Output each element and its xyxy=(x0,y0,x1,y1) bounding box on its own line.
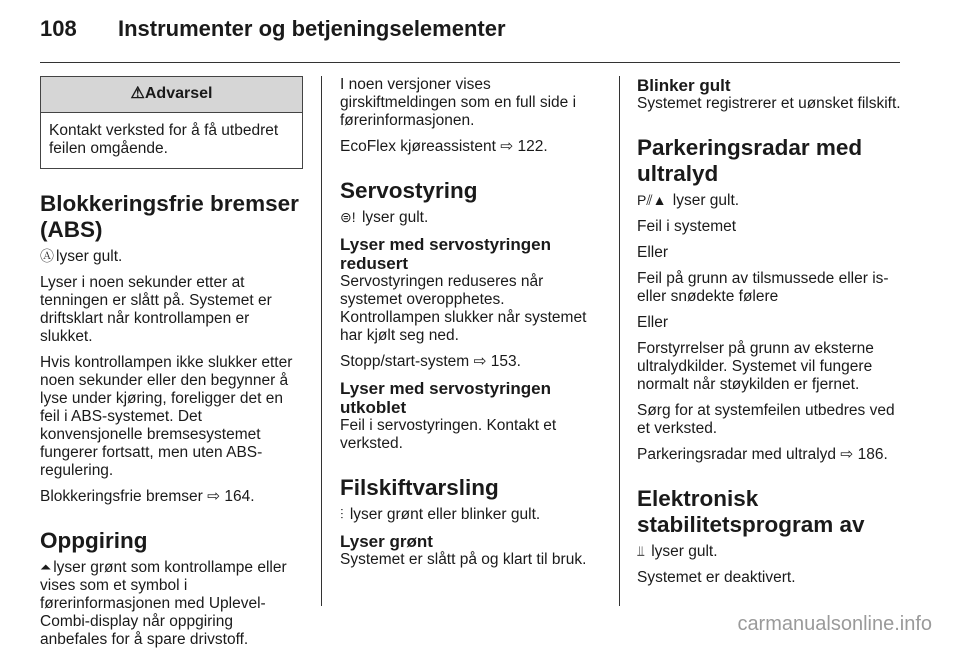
column-divider-1 xyxy=(321,76,322,606)
column-1 xyxy=(40,76,303,657)
abs-heading: Blokkeringsfrie bremser (ABS) xyxy=(40,191,299,242)
warning-box xyxy=(40,76,303,169)
park-line-6: Sørg for at systemfeilen utbedres ved et verksted. xyxy=(637,402,895,437)
reduced-heading: Lyser med servostyringen redusert xyxy=(340,235,552,273)
power-steering-icon: ⊜! xyxy=(340,209,356,225)
park-heading: Parkeringsradar med ultralyd xyxy=(637,135,863,186)
abs-status: lyser gult. xyxy=(56,248,123,265)
park-reference: Parkeringsradar med ultralyd ⇨ 186. xyxy=(637,446,888,463)
shift-pattern-icon: ⫶ xyxy=(340,506,344,522)
watermark: carmanualsonline.info xyxy=(737,613,932,635)
upshift-paragraph: lyser grønt som kontrollampe eller vises som et symbol i førerinformasjonen med Uplevel-Combi-display når oppgiring anbefales for å spare drivstoff. xyxy=(40,559,287,648)
misshift-heading: Filskiftvarsling xyxy=(340,475,499,500)
page-number: 108 xyxy=(40,16,77,41)
steering-heading: Servostyring xyxy=(340,178,478,203)
warning-text: Kontakt verksted for å få utbedret feilen omgående. xyxy=(49,122,279,157)
park-status: lyser gult. xyxy=(672,192,740,209)
esp-paragraph: Systemet er deaktivert. xyxy=(637,569,796,586)
park-line-1: Feil i systemet xyxy=(637,218,737,235)
off-paragraph: Feil i servostyringen. Kontakt et verksted. xyxy=(340,417,557,452)
park-line-3: Feil på grunn av tilsmussede eller is- eller snødekte følere xyxy=(637,270,889,305)
column-3 xyxy=(637,76,902,595)
shift-intro-paragraph: I noen versjoner vises girskiftmeldingen som en full side i førerinformasjonen. xyxy=(340,76,577,129)
abs-reference: Blokkeringsfrie bremser ⇨ 164. xyxy=(40,488,255,505)
header-rule xyxy=(40,62,900,63)
park-line-5: Forstyrrelser på grunn av eksterne ultralydkilder. Systemet vil fungere normalt når støykilden er fjernet. xyxy=(637,340,874,393)
green-heading: Lyser grønt xyxy=(340,532,433,551)
warning-header xyxy=(41,77,302,113)
esp-heading: Elektronisk stabilitetsprogram av xyxy=(637,486,865,537)
column-divider-2 xyxy=(619,76,620,606)
abs-paragraph-2: Hvis kontrollampen ikke slukker etter noen sekunder eller den begynner å lyse under kjøring, foreligger det en feil i ABS-systemet. Det konvensjonelle bremsesystemet fungerer fortsatt, men uten ABS-regulering. xyxy=(40,354,293,479)
start-stop-reference: Stopp/start-system ⇨ 153. xyxy=(340,353,521,370)
misshift-status: lyser grønt eller blinker gult. xyxy=(349,506,541,523)
off-heading: Lyser med servostyringen utkoblet xyxy=(340,379,552,417)
page-header xyxy=(40,16,506,42)
yellow-paragraph: Systemet registrerer et uønsket filskift. xyxy=(637,95,901,112)
park-line-2: Eller xyxy=(637,244,669,261)
warning-title: Advarsel xyxy=(144,85,213,102)
reduced-paragraph: Servostyringen reduseres når systemet overopphetes. Kontrollampen slukker når systemet har kjølt seg ned. xyxy=(340,273,587,344)
abs-icon: Ⓐ xyxy=(40,248,54,264)
page-title: Instrumenter og betjeningselementer xyxy=(118,16,506,41)
upshift-heading: Oppgiring xyxy=(40,528,148,553)
yellow-heading: Blinker gult xyxy=(637,76,731,95)
ecoflex-reference: EcoFlex kjøreassistent ⇨ 122. xyxy=(340,138,548,155)
esp-status: lyser gult. xyxy=(651,543,718,560)
park-line-4: Eller xyxy=(637,314,669,331)
abs-paragraph-1: Lyser i noen sekunder etter at tenningen er slått på. Systemet er driftsklart når kontrollampen er slukket. xyxy=(40,274,272,345)
warning-triangle-icon: ⚠ xyxy=(130,85,145,102)
parking-sensor-icon: P⫽▲ xyxy=(637,192,667,208)
upshift-arrow-icon: ⏶ xyxy=(40,559,52,575)
steering-status: lyser gult. xyxy=(361,209,429,226)
esp-off-icon: ⫫ xyxy=(637,543,645,559)
column-2 xyxy=(340,76,605,577)
green-paragraph: Systemet er slått på og klart til bruk. xyxy=(340,551,587,568)
